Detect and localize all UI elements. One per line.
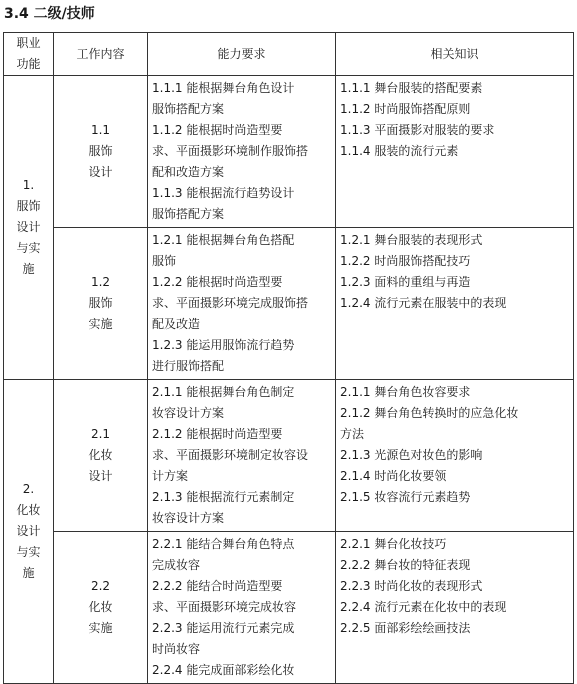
header-content: 工作内容 — [54, 33, 148, 76]
function-line: 1. — [22, 178, 35, 192]
ability-line: 2.1.2 能根据时尚造型要 — [152, 427, 283, 441]
ability-cell — [148, 532, 336, 684]
ability-line: 配和改造方案 — [152, 165, 225, 179]
knowledge-line: 方法 — [340, 427, 365, 441]
work-content-line: 设计 — [88, 165, 113, 179]
knowledge-cell — [336, 76, 574, 228]
ability-line: 1.1.2 能根据时尚造型要 — [152, 123, 283, 137]
function-line: 设计 — [16, 220, 41, 234]
work-content-line: 化妆 — [88, 448, 113, 462]
ability-line: 妆容设计方案 — [152, 406, 225, 420]
work-content-cell — [54, 76, 148, 228]
header-function-line: 职业 — [16, 36, 41, 50]
ability-line: 服饰搭配方案 — [152, 207, 225, 221]
function-cell — [4, 76, 54, 380]
ability-line: 2.2.3 能运用流行元素完成 — [152, 621, 295, 635]
knowledge-line: 2.1.5 妆容流行元素趋势 — [340, 490, 471, 504]
work-content-cell — [54, 228, 148, 380]
ability-line: 2.2.4 能完成面部彩绘化妆 — [152, 663, 295, 677]
work-content-line: 2.2 — [90, 579, 111, 593]
function-line: 设计 — [16, 524, 41, 538]
knowledge-cell — [336, 380, 574, 532]
work-content-cell — [54, 380, 148, 532]
work-content-line: 设计 — [88, 469, 113, 483]
knowledge-line: 1.1.2 时尚服饰搭配原则 — [340, 102, 471, 116]
skill-requirements-table — [3, 32, 574, 684]
table-header-row — [4, 33, 574, 76]
ability-line: 1.2.3 能运用服饰流行趋势 — [152, 338, 295, 352]
knowledge-line: 1.2.2 时尚服饰搭配技巧 — [340, 254, 471, 268]
knowledge-line: 2.1.1 舞台角色妆容要求 — [340, 385, 471, 399]
function-line: 与实 — [16, 545, 41, 559]
function-line: 与实 — [16, 241, 41, 255]
header-function-line: 功能 — [16, 57, 41, 71]
knowledge-cell — [336, 228, 574, 380]
work-content-line: 实施 — [88, 621, 113, 635]
ability-line: 2.1.3 能根据流行元素制定 — [152, 490, 295, 504]
knowledge-line: 2.1.3 光源色对妆色的影响 — [340, 448, 483, 462]
knowledge-line: 1.2.4 流行元素在服装中的表现 — [340, 296, 507, 310]
ability-line: 求、平面摄影环境制作服饰搭 — [152, 144, 309, 158]
table-row — [4, 76, 574, 228]
knowledge-cell — [336, 532, 574, 684]
ability-line: 计方案 — [152, 469, 189, 483]
table-body — [4, 76, 574, 684]
function-line: 服饰 — [16, 199, 41, 213]
ability-line: 配及改造 — [152, 317, 201, 331]
table-row — [4, 380, 574, 532]
table-row — [4, 532, 574, 684]
ability-line: 1.1.1 能根据舞台角色设计 — [152, 81, 295, 95]
work-content-line: 化妆 — [88, 600, 113, 614]
function-line: 2. — [22, 482, 35, 496]
work-content-line: 2.1 — [90, 427, 111, 441]
knowledge-line: 2.2.2 舞台妆的特征表现 — [340, 558, 471, 572]
knowledge-line: 2.1.4 时尚化妆要领 — [340, 469, 447, 483]
knowledge-line: 2.2.3 时尚化妆的表现形式 — [340, 579, 483, 593]
ability-line: 服饰搭配方案 — [152, 102, 225, 116]
knowledge-line: 1.2.3 面料的重组与再造 — [340, 275, 471, 289]
knowledge-line: 2.2.4 流行元素在化妆中的表现 — [340, 600, 507, 614]
work-content-line: 1.2 — [90, 275, 111, 289]
table-row — [4, 228, 574, 380]
ability-line: 求、平面摄影环境完成服饰搭 — [152, 296, 309, 310]
ability-line: 2.1.1 能根据舞台角色制定 — [152, 385, 295, 399]
ability-line: 求、平面摄影环境制定妆容设 — [152, 448, 309, 462]
ability-cell — [148, 228, 336, 380]
ability-line: 1.2.2 能根据时尚造型要 — [152, 275, 283, 289]
knowledge-line: 2.2.1 舞台化妆技巧 — [340, 537, 447, 551]
header-function — [4, 33, 54, 76]
knowledge-line: 1.2.1 舞台服装的表现形式 — [340, 233, 483, 247]
work-content-line: 实施 — [88, 317, 113, 331]
ability-cell — [148, 76, 336, 228]
function-cell — [4, 380, 54, 684]
work-content-line: 服饰 — [88, 144, 113, 158]
knowledge-line: 1.1.4 服装的流行元素 — [340, 144, 459, 158]
ability-line: 2.2.1 能结合舞台角色特点 — [152, 537, 295, 551]
ability-line: 2.2.2 能结合时尚造型要 — [152, 579, 283, 593]
knowledge-line: 1.1.3 平面摄影对服装的要求 — [340, 123, 495, 137]
ability-line: 完成妆容 — [152, 558, 201, 572]
ability-line: 1.2.1 能根据舞台角色搭配 — [152, 233, 295, 247]
knowledge-line: 1.1.1 舞台服装的搭配要素 — [340, 81, 483, 95]
function-line: 化妆 — [16, 503, 41, 517]
function-line: 施 — [22, 566, 35, 580]
ability-cell — [148, 380, 336, 532]
ability-line: 1.1.3 能根据流行趋势设计 — [152, 186, 295, 200]
knowledge-line: 2.1.2 舞台角色转换时的应急化妆 — [340, 406, 519, 420]
work-content-cell — [54, 532, 148, 684]
ability-line: 进行服饰搭配 — [152, 359, 225, 373]
work-content-line: 1.1 — [90, 123, 111, 137]
knowledge-line: 2.2.5 面部彩绘绘画技法 — [340, 621, 471, 635]
ability-line: 时尚妆容 — [152, 642, 201, 656]
header-ability: 能力要求 — [148, 33, 336, 76]
ability-line: 妆容设计方案 — [152, 511, 225, 525]
header-knowledge: 相关知识 — [336, 33, 574, 76]
ability-line: 求、平面摄影环境完成妆容 — [152, 600, 297, 614]
function-line: 施 — [22, 262, 35, 276]
ability-line: 服饰 — [152, 254, 177, 268]
work-content-line: 服饰 — [88, 296, 113, 310]
section-title: 3.4 二级/技师 — [4, 6, 95, 22]
